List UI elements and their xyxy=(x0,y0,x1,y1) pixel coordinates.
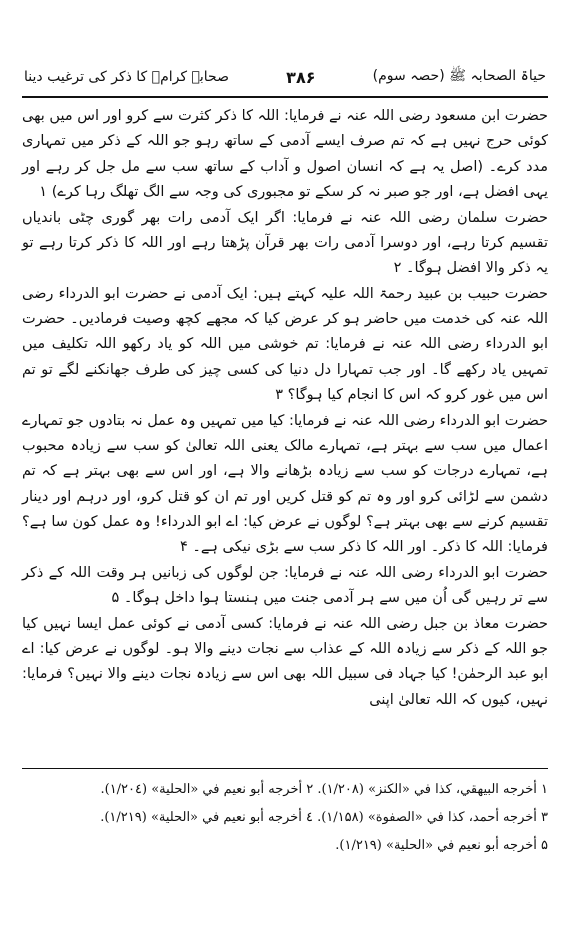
page-number: ۳۸۶ xyxy=(286,67,316,87)
paragraph: حضرت معاذ بن جبل رضی اللہ عنہ نے فرمایا: کسی آدمی نے کوئی عمل ایسا نہیں کیا جو اللہ کے ذکر سے زیادہ اللہ کے عذاب سے نجات دینے والا ہو۔ لوگوں نے عرض کیا: اے ابو عبد الرحمٰن! کیا جہاد فی سبیل اللہ بھی اس سے زیادہ نجات دینے والا نہیں؟ فرمایا: نہیں، کیوں کہ اللہ تعالیٰ اپنی xyxy=(22,615,548,708)
running-header xyxy=(24,60,546,94)
paragraph: حضرت ابو الدرداء رضی اللہ عنہ نے فرمایا: کیا میں تمہیں وہ عمل نہ بتادوں جو تمہارے اعمال میں سب سے بہتر ہے، تمہارے مالک یعنی اللہ تعالیٰ کو سب سے زیادہ محبوب ہے، تمہارے درجات کو سب سے زیادہ بڑھانے والا ہے، اور اس سے بھی بہتر ہے کہ تم دشمن سے لڑائی کرو اور وہ تم کو قتل کریں اور تم ان کو قتل کرو، اور درہم اور دینار تقسیم کرنے سے بھی بہتر ہے؟ لوگوں نے عرض کیا: اے ابو الدرداء! وہ عمل کون سا ہے؟ فرمایا: اللہ کا ذکر۔ اور اللہ کا ذکر سب سے بڑی نیکی ہے۔ ۴ xyxy=(22,412,548,556)
paragraph: حضرت سلمان رضی اللہ عنہ نے فرمایا: اگر ایک آدمی رات بھر گوری چٹی باندیاں تقسیم کرتا رہے، اور دوسرا آدمی رات بھر قرآن پڑھتا رہے اور اللہ کا ذکر کرتا رہے تو یہ ذکر والا افضل ہوگا۔ ۲ xyxy=(22,209,548,277)
footnote-line: ۳ أخرجه أحمد، كذا في «الصفوة» (۱/۱۵۸). ٤ أخرجه أبو نعيم في «الحلية» (۱/۲۱۹). xyxy=(100,810,548,825)
book-title: حیاۃ الصحابہ ﷺ (حصہ سوم) xyxy=(372,68,546,84)
paragraph: حضرت ابو الدرداء رضی اللہ عنہ نے فرمایا: جن لوگوں کی زبانیں ہر وقت اللہ کے ذکر سے تر رہیں گی اُن میں سے ہر آدمی جنت میں ہنستا ہوا داخل ہوگا۔ ۵ xyxy=(22,564,548,607)
paragraph: حضرت حبیب بن عبید رحمۃ اللہ علیہ کہتے ہیں: ایک آدمی نے حضرت ابو الدرداء رضی اللہ عنہ کی خدمت میں حاضر ہو کر عرض کیا کہ مجھے کچھ وصیت فرمادیں۔ حضرت ابو الدرداء رضی اللہ عنہ نے فرمایا: تم خوشی میں اللہ کو یاد رکھو اللہ تکلیف میں تمہیں یاد رکھے گا۔ اور جب تمہارا دل دنیا کی کسی چیز کی طرف جھانکنے لگے تو تم اس میں غور کرو کہ اس کا انجام کیا ہوگا؟ ۳ xyxy=(22,285,548,404)
paragraph: حضرت ابن مسعود رضی اللہ عنہ نے فرمایا: اللہ کا ذکر کثرت سے کرو اور اس میں بھی کوئی حرج نہیں ہے کہ تم صرف ایسے آدمی کے ساتھ رہو جو اللہ کے ذکر میں تمہاری مدد کرے۔ (اصل یہ ہے کہ انسان اصول و آداب کے ساتھ سب سے مل جل کر رہے اور یہی افضل ہے، اور جو صبر نہ کر سکے تو مجبوری کی وجہ سے الگ تھلگ رہا کرے) ۱ xyxy=(22,108,548,201)
footnote-rule xyxy=(22,768,548,769)
footnote-line: ۱ أخرجه البيهقي، كذا في «الكنز» (۱/۲۰۸). ۲ أخرجه أبو نعيم في «الحلية» (۱/۲۰٤). xyxy=(100,782,548,797)
footnotes xyxy=(22,776,548,860)
footnote-line: ۵ أخرجه أبو نعيم في «الحلية» (۱/۲۱۹). xyxy=(335,838,548,853)
main-text xyxy=(22,104,548,713)
chapter-title: صحابہ کرامؓ کا ذکر کی ترغیب دینا xyxy=(24,69,229,85)
header-rule xyxy=(22,96,548,98)
